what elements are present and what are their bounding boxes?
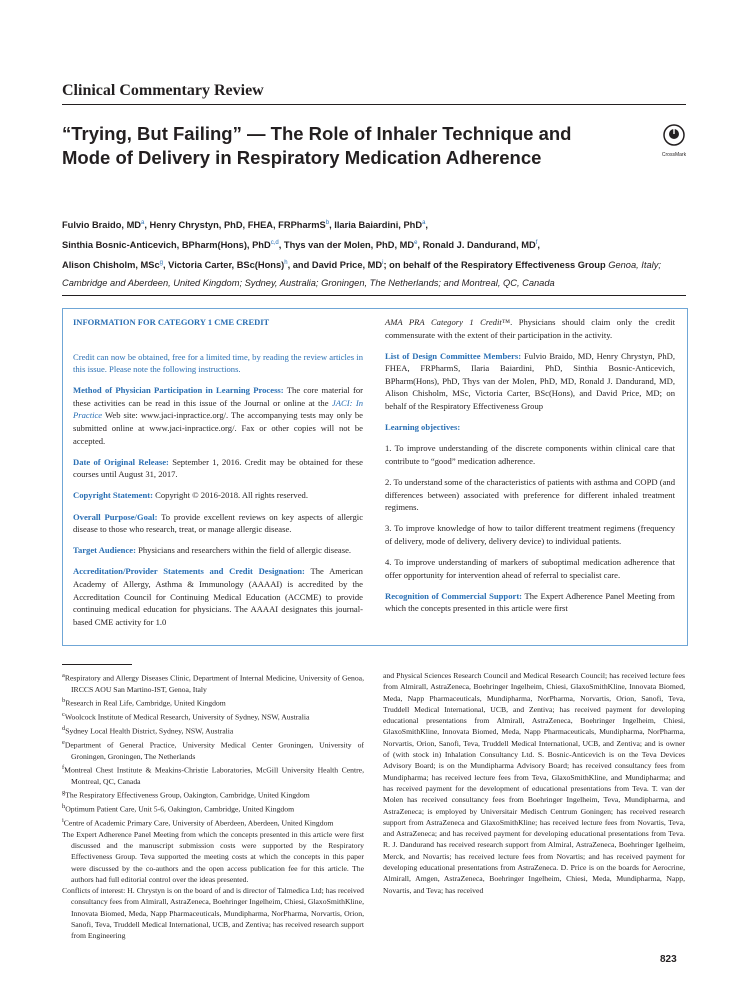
- affiliation-footnote: $^a$Respiratory and Allergy Diseases Clinic, Department of Internal Medicine, University of Genoa, IRCCS AOU San Martino-IST, Genoa, Italy: [62, 672, 364, 694]
- affiliation-footnote: $^h$Optimum Patient Care, Unit 5-6, Oakington, Cambridge, United Kingdom: [62, 802, 295, 814]
- header-rule: [62, 295, 686, 296]
- conflicts-continued: and Physical Sciences Research Council and Medical Research Council; has received lecture fees from Almirall, AstraZeneca, Boehringer Ingelheim, Chiesi, GlaxoSmithKline, Innovata Biomed, Meda, Napp Pharmaceuticals, Mundipharma, NorPharma, Norvartis, Orion, Sanofi, Teva, Truddell Medical International, UCB, and Zentiva; has received payment for developing educational presentations from Almirall, AstraZeneca, Boehringer Ingelheim, Chiesi, GlaxoSmithKline, Innovata Biomed, Meda, Napp Pharmaceuticals, Mundipharma, NorPharma, Norvartis, Orion, Sanofi, Teva, Truddell Medical International, UCB, and Zentiva; and is owner of (with stock in) Inhalation Consultancy Ltd. S. Bosnic-Anticevich is on the Teva Devices Advisory Board; is on the Mundipharma Advisory Board; has received consultancy fees from Mundipharma; has received lecture fees from Teva, GlaxoSmithKline, and Mundipharma; and has received payment for the development of educational presentations from Teva. T. van der Molen has received consultancy fees from Boehringer Ingelheim, Teva, Mundipharma, and AstraZeneca; is employed by Universitair Medisch Centrum Goningen; has received research support from AstraZeneca and GlaxoSmithKline; has received lecture fees from Novartis, Teva, and AstraZeneca; and has received payment for developing educational presentations from Teva. R. J. Dandurand has received research support from Almiral, AstraZeneca, Boehringer Igelheim, Merck, and Novartis; has received lecture fees from Novartis; and has received payment for developing educational presentations from AstraZeneca. D. Price is on the boards for Aerocrine, Almirall, Amgen, AstraZeneca, Boehringer Ingelheim, Chiesi, Meda, Mundipharma, Napp, Novartis, and Teva; has received: [383, 671, 685, 895]
- cme-accreditation: Accreditation/Provider Statements and Credit Designation: The American Academy of Allergy, Asthma & Immunology (AAAAI) is accredited by the Accreditation Council for Continuing Medical Education (ACCME) to provide continuing medical education for physicians. The AAAAI designates this journal-based CME activity for 1.0: [73, 566, 363, 627]
- cme-objective: 3. To improve knowledge of how to tailor different treatment regimens (frequency of delivery, mode of delivery, delivery device) to individual patients.: [385, 523, 675, 546]
- footnotes-left: [62, 670, 364, 942]
- cme-right-column: [385, 316, 675, 623]
- cme-copyright: Copyright Statement: Copyright © 2016-2018. All rights reserved.: [73, 490, 308, 501]
- page-number: 823: [660, 954, 677, 965]
- cme-objective: 1. To improve understanding of the discrete components within clinical care that contribute to “good” medication adherence.: [385, 443, 675, 466]
- author: Thys van der Molen, PhD, MD: [283, 240, 415, 251]
- footnotes-right: [383, 670, 685, 896]
- article-title: “Trying, But Failing” — The Role of Inhaler Technique and Mode of Delivery in Respiratory Medication Adherence: [62, 123, 572, 168]
- cme-audience: Target Audience: Physicians and researchers within the field of allergic disease.: [73, 545, 352, 556]
- author: Sinthia Bosnic-Anticevich, BPharm(Hons), PhD: [62, 240, 271, 251]
- author: Victoria Carter, BSc(Hons): [168, 260, 285, 271]
- author: Ilaria Baiardini, PhD: [334, 220, 423, 231]
- conflicts-note: Conflicts of interest: H. Chrystyn is on the board of and is director of Talmedica Ltd; has received consultancy fees from Almirall, AstraZeneca, Boehringer Ingelheim, Chiesi, GlaxoSmithKline, Innovata Biomed, Meda, Napp Pharmaceuticals, Mundipharma, NorPharma, Norvartis, Orion, Sanofi, Teva, Truddell Medical International, UCB, and Zentiva; has received research support from Engineering: [62, 886, 364, 941]
- author: Henry Chrystyn, PhD, FHEA, FRPharmS: [149, 220, 326, 231]
- crossmark-icon: [663, 124, 685, 146]
- funding-note: The Expert Adherence Panel Meeting from which the concepts presented in this article were first discussed and the manuscript submission costs were supported by the Respiratory Effectiveness Group. Teva supported the meeting costs at which the concepts in this paper were discussed by the co-authors and the open access publication fee for this article. The authors had full editorial control over the ideas presented.: [62, 829, 364, 884]
- cme-committee: List of Design Committee Members: Fulvio Braido, MD, Henry Chrystyn, PhD, FHEA, FRPharmS, Ilaria Baiardini, PhD, Sinthia Bosnic-Anticevich, BPharm(Hons), PhD, Thys van der Molen, PhD, MD, Ronald J. Dandurand, MD, Alison Chisholm, MSc, Victoria Carter, BSc(Hons), and David Price, MD; on behalf of the Respiratory Effectiveness Group: [385, 350, 675, 412]
- cme-date: Date of Original Release: September 1, 2016. Credit may be obtained for these courses until August 31, 2017.: [73, 456, 363, 480]
- cme-intro: Credit can now be obtained, free for a limited time, by reading the review articles in this issue. Please note the following instructions.: [73, 351, 363, 375]
- crossmark-label: CrossMark: [661, 152, 687, 158]
- top-rule: [62, 104, 686, 105]
- affiliation-footnote: $^g$The Respiratory Effectiveness Group, Oakington, Cambridge, United Kingdom: [62, 789, 310, 800]
- author-sup: i: [382, 260, 384, 267]
- affiliation-footnote: $^c$Woolcock Institute of Medical Research, University of Sydney, NSW, Australia: [62, 711, 310, 722]
- cme-recognition: Recognition of Commercial Support: The Expert Adherence Panel Meeting from which the concepts presented in this article were first: [385, 590, 675, 614]
- author-list: Fulvio Braido, $MD^a$, Henry Chrystyn, PhD, FHEA, FRPharmS$^b$, Ilaria Baiardini, PhD$^a$, Sinthia Bosnic-Anticevich, BPharm(Hons), PhD$^{c,d}$, Thys van der Molen, PhD, MDe, Ronald J. Dandurand, $MD^f$, Alison Chisholm, MSc$^g$, Victoria Carter, BSc(Hons)$^h$, and David Price, $MD^i$; on behalf of the Respiratory Effectiveness Group Genoa, Italy; Cambridge and Aberdeen, United Kingdom; Sydney, Australia; Groningen, The Netherlands; and Montreal, QC, Canada: [62, 220, 661, 289]
- cme-left-column: [73, 316, 363, 637]
- author-sup: f: [535, 240, 538, 247]
- author-sup: h: [284, 260, 288, 267]
- author: Fulvio Braido, MD: [62, 220, 142, 231]
- footnote-rule: [62, 664, 132, 665]
- author-sup: g: [159, 260, 163, 267]
- cme-purpose: Overall Purpose/Goal: To provide excellent reviews on key aspects of allergic disease to those who research, treat, or manage allergic disease.: [73, 511, 364, 535]
- cme-objectives-label: Learning objectives:: [385, 422, 461, 433]
- author-group: on behalf of the Respiratory Effectiveness Group: [389, 260, 606, 271]
- author-sup: c,d: [270, 240, 279, 247]
- author: Ronald J. Dandurand, MD: [422, 240, 536, 251]
- author: and David Price, MD: [292, 260, 383, 271]
- cme-objective: 2. To understand some of the characteristics of patients with asthma and COPD (and differences between) associated with preference for different inhaled treatment regimens.: [385, 476, 675, 513]
- section-heading: Clinical Commentary Review: [62, 82, 264, 99]
- author: Alison Chisholm, MSc: [62, 260, 160, 271]
- author-sup: b: [325, 220, 330, 226]
- author-sup: a: [141, 220, 145, 226]
- affiliation-footnote: $^b$Research in Real Life, Cambridge, United Kingdom: [62, 697, 226, 708]
- cme-method: Method of Physician Participation in Learning Process: The core material for these activities can be read in this issue of the Journal or online at the JACI: In Practice Web site: www.jaci-inpractice.org/. The accompanying tests may only be submitted online at www.jaci-inpractice.org/. Fax or other copies will not be accepted.: [73, 385, 363, 446]
- author-sup: e: [414, 240, 418, 247]
- affiliation-footnote: $^f$Montreal Chest Institute & Meakins-Christie Laboratories, McGill University Health Centre, Montreal, QC, Canada: [62, 763, 364, 786]
- cme-heading: INFORMATION FOR CATEGORY 1 CME CREDIT: [73, 317, 270, 327]
- affiliation-footnote: $^e$Department of General Practice, University Medical Center Groningen, University of Groningen, Groningen, The Netherlands: [62, 738, 364, 761]
- affiliation-locations: Genoa, Italy; Cambridge and Aberdeen, United Kingdom; Sydney, Australia; Groningen, The Netherlands; and Montreal, QC, Canada: [62, 260, 661, 289]
- author-sup: a: [422, 220, 426, 226]
- cme-credit-cont: AMA PRA Category 1 Credit™. Physicians should claim only the credit commensurate with the extent of their participation in the activity.: [385, 317, 675, 340]
- affiliation-footnote: $^d$Sydney Local Health District, Sydney, NSW, Australia: [62, 724, 234, 736]
- cme-objective: 4. To improve understanding of markers of suboptimal medication adherence that offer opportunity for intervention ahead of referral to specialist care.: [385, 556, 675, 580]
- affiliation-footnote: $^i$Centre of Academic Primary Care, University of Aberdeen, Aberdeen, United Kingdom: [62, 816, 334, 828]
- crossmark-badge[interactable]: [660, 124, 688, 158]
